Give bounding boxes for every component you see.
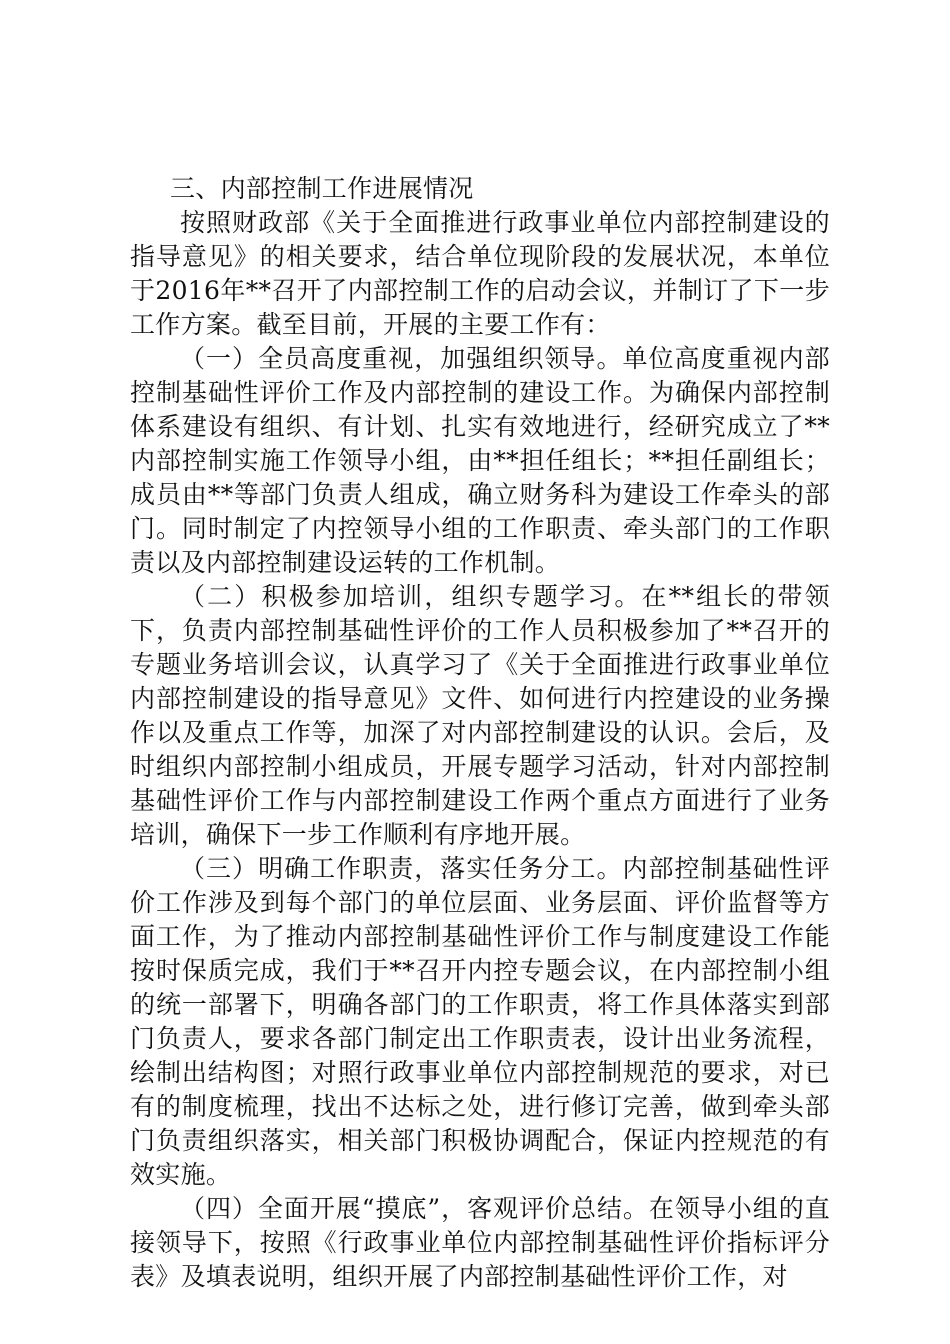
paragraph-item-3: （三）明确工作职责，落实任务分工。内部控制基础性评价工作涉及到每个部门的单位层面、业务层面、评价监督等方面工作，为了推动内部控制基础性评价工作与制度建设工作能按时保质完成，我们于**召开内控专题会议，在内部控制小组的统一部署下，明确各部门的工作职责，将工作具体落实到部门负责人，要求各部门制定出工作职责表，设计出业务流程，绘制出结构图；对照行政事业单位内部控制规范的要求，对已有的制度梳理，找出不达标之处，进行修订完善，做到牵头部门负责组织落实，相关部门积极协调配合，保证内控规范的有效实施。 (130, 854, 830, 1189)
section-heading: 三、内部控制工作进展情况 (170, 174, 474, 203)
paragraph-item-4: （四）全面开展“摸底”，客观评价总结。在领导小组的直接领导下，按照《行政事业单位内部控制基础性评价指标评分表》及填表说明，组织开展了内部控制基础性评价工作，对 (130, 1194, 830, 1291)
paragraph-item-2: （二）积极参加培训，组织专题学习。在**组长的带领下，负责内部控制基础性评价的工作人员积极参加了**召开的专题业务培训会议，认真学习了《关于全面推进行政事业单位内部控制建设的指导意见》文件、如何进行内控建设的业务操作以及重点工作等，加深了对内部控制建设的认识。会后，及时组织内部控制小组成员，开展专题学习活动，针对内部控制基础性评价工作与内部控制建设工作两个重点方面进行了业务培训，确保下一步工作顺利有序地开展。 (130, 582, 830, 849)
document-body (130, 172, 830, 1294)
paragraph-item-1: （一）全员高度重视，加强组织领导。单位高度重视内部控制基础性评价工作及内部控制的建设工作。为确保内部控制体系建设有组织、有计划、扎实有效地进行，经研究成立了**内部控制实施工作领导小组，由**担任组长；**担任副组长；成员由**等部门负责人组成，确立财务科为建设工作牵头的部门。同时制定了内控领导小组的工作职责、牵头部门的工作职责以及内部控制建设运转的工作机制。 (130, 344, 830, 577)
paragraph-intro: 按照财政部《关于全面推进行政事业单位内部控制建设的指导意见》的相关要求，结合单位现阶段的发展状况，本单位于2016年**召开了内部控制工作的启动会议，并制订了下一步工作方案。截至目前，开展的主要工作有： (130, 208, 830, 339)
